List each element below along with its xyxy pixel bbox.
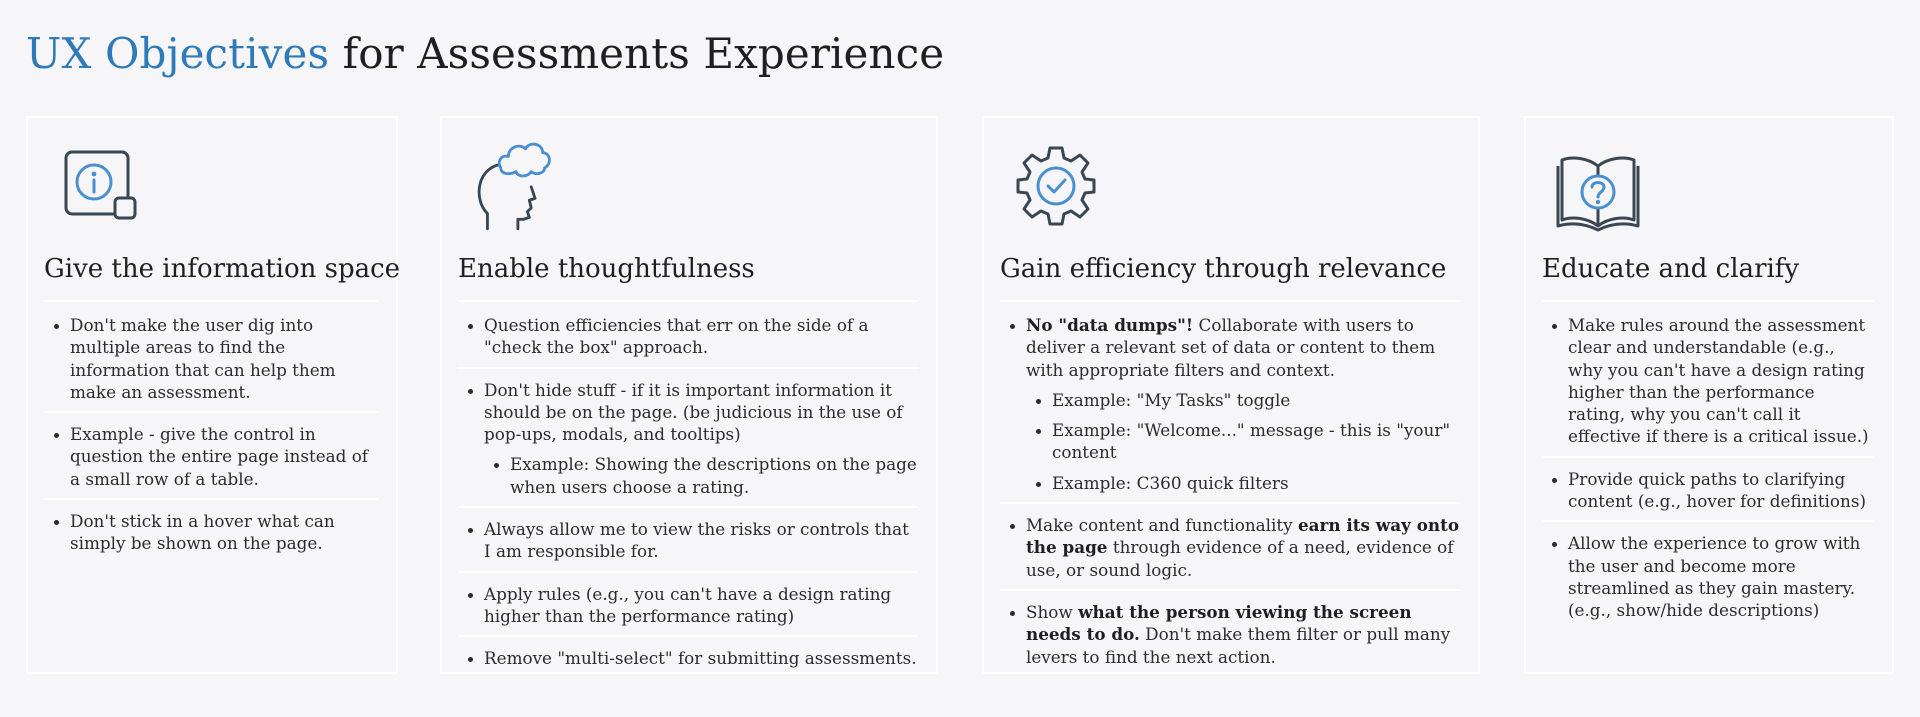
emphasis: what the person viewing the screen needs to do. [1026,601,1412,645]
emphasis: earn its way onto the page [1026,515,1460,558]
list-item: Don't stick in a hover what can simply be shown on the page. [44,500,378,563]
sub-list [484,445,918,498]
list-item [1000,304,1460,504]
card-thoughtfulness [440,116,938,674]
list-item: Allow the experience to grow with the user and become more streamlined as they gain mastery. (e.g., show/hide descriptions) [1542,522,1874,629]
list-item-text: Collaborate with users to deliver a relevant set of data or content to them with appropriate filters and context. [1026,315,1436,380]
list-item [458,369,918,508]
card-heading: Enable thoughtfulness [458,252,918,302]
card-list [1000,304,1460,676]
list-item-text: through evidence of a need, evidence of use, or sound logic. [1026,537,1454,580]
list-item-pre: Make content and functionality [1026,515,1298,536]
card-list [44,304,378,563]
list-item: Remove "multi-select" for submitting assessments. [458,637,918,677]
list-item: Don't make the user dig into multiple areas to find the information that can help them make an assessment. [44,304,378,413]
info-square-icon [62,136,146,236]
sub-list-item: Example: C360 quick filters [1026,464,1460,494]
sub-list-item: Example: Showing the descriptions on the page when users choose a rating. [484,445,918,498]
gear-check-icon [1014,136,1098,236]
list-item: Make rules around the assessment clear and understandable (e.g., why you can't have a design rating higher than the performance rating, why you can't call it effective if there is a critical issue.) [1542,304,1874,458]
sub-list-item: Example: "My Tasks" toggle [1026,381,1460,411]
list-item: Apply rules (e.g., you can't have a design rating higher than the performance rating) [458,573,918,638]
title-rest: for Assessments Experience [329,29,945,78]
card-heading: Gain efficiency through relevance [1000,252,1460,302]
card-list [1542,304,1874,630]
emphasis: No "data dumps"! [1026,315,1194,335]
head-cloud-icon [476,132,556,238]
sub-list [1026,381,1460,494]
list-item [1000,591,1460,676]
card-efficiency [982,116,1480,674]
sub-list-item: Example: "Welcome..." message - this is "your" content [1026,411,1460,464]
title-accent: UX Objectives [26,29,330,78]
card-heading: Educate and clarify [1542,252,1874,302]
list-item: Question efficiencies that err on the side of a "check the box" approach. [458,304,918,369]
list-item-pre: Show [1026,601,1079,622]
card-information-space [26,116,401,674]
list-item: Provide quick paths to clarifying content (e.g., hover for definitions) [1542,458,1874,523]
card-list [458,304,918,678]
list-item: Always allow me to view the risks or controls that I am responsible for. [458,508,918,573]
list-item-text: Don't hide stuff - if it is important information it should be on the page. (be judicious in the use of pop-ups, modals, and tooltips) [484,379,903,445]
list-item: Example - give the control in question the entire page instead of a small row of a table. [44,413,378,500]
page-title [26,28,944,80]
list-item [1000,504,1460,591]
card-heading: Give the information space [44,252,378,302]
card-educate [1524,116,1894,674]
list-item-text: Don't make them filter or pull many levers to find the next action. [1026,624,1451,667]
book-question-icon [1556,136,1640,236]
